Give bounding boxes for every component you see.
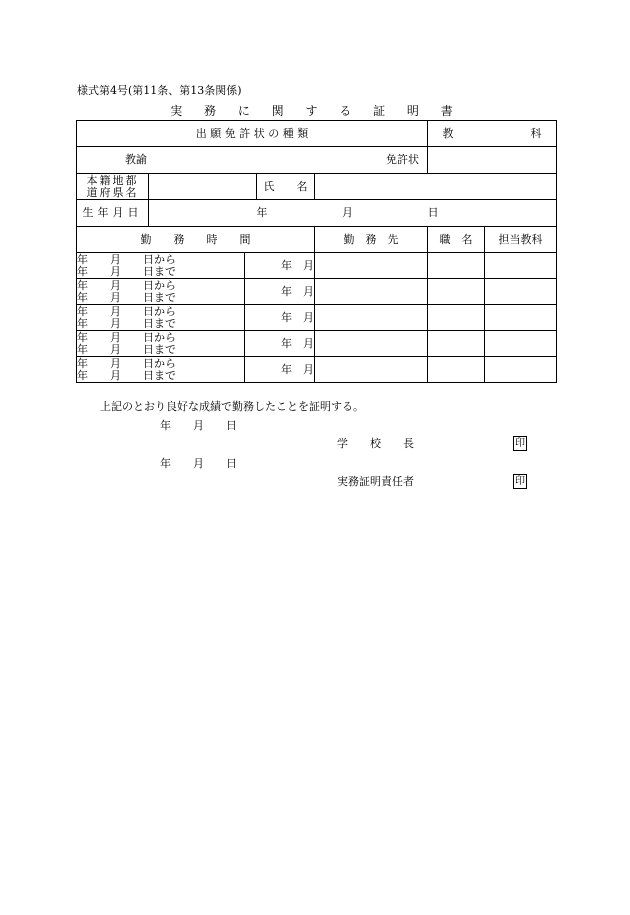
subject-taught-cell[interactable]: [485, 279, 557, 305]
kyoyu-label: 教諭: [125, 153, 147, 167]
workplace-header: 勤 務 先: [315, 227, 428, 253]
menkyojo-label: 免許状: [386, 153, 420, 167]
certification-date[interactable]: 年 月 日: [160, 419, 237, 432]
birth-month-label: 月: [342, 206, 353, 220]
period-range[interactable]: 年 月 日から 年 月 日まで: [77, 357, 245, 383]
principal-seal-box: 印: [515, 438, 525, 449]
birth-day-label: 日: [427, 206, 439, 220]
job-cell[interactable]: [428, 305, 485, 331]
birth-label: 生年月日: [77, 200, 149, 227]
period-range[interactable]: 年 月 日から 年 月 日まで: [77, 253, 245, 279]
period-duration[interactable]: 年 月: [245, 357, 315, 383]
license-type-header: 出 願 免 許 状 の 種 類: [77, 121, 428, 147]
subject-taught-cell[interactable]: [485, 305, 557, 331]
principal-label: 学 校 長: [337, 437, 414, 450]
job-header: 職 名: [428, 227, 485, 253]
job-cell[interactable]: [428, 357, 485, 383]
period-duration[interactable]: 年 月: [245, 331, 315, 357]
certification-statement: 上記のとおり良好な成績で勤務したことを証明する。: [100, 400, 364, 413]
form-number: 様式第4号(第11条、第13条関係): [77, 84, 242, 97]
document-title: 実 務 に 関 す る 証 明 書: [170, 104, 462, 118]
period-range[interactable]: 年 月 日から 年 月 日まで: [77, 279, 245, 305]
job-cell[interactable]: [428, 331, 485, 357]
name-label: 氏 名: [257, 174, 315, 200]
workplace-cell[interactable]: [315, 279, 428, 305]
subject-taught-header: 担当教科: [485, 227, 557, 253]
period-duration[interactable]: 年 月: [245, 253, 315, 279]
job-cell[interactable]: [428, 279, 485, 305]
subject-taught-cell[interactable]: [485, 331, 557, 357]
period-range[interactable]: 年 月 日から 年 月 日まで: [77, 331, 245, 357]
workplace-cell[interactable]: [315, 253, 428, 279]
license-type-cell[interactable]: [77, 147, 428, 174]
period-range[interactable]: 年 月 日から 年 月 日まで: [77, 305, 245, 331]
certificate-table: [76, 120, 557, 383]
honseki-label: 本籍地都 道府県名: [77, 174, 149, 200]
subject-cell[interactable]: [428, 147, 557, 174]
birth-year-label: 年: [256, 206, 268, 220]
officer-seal-box: 印: [515, 476, 525, 487]
workplace-cell[interactable]: [315, 331, 428, 357]
workplace-cell[interactable]: [315, 357, 428, 383]
officer-label: 実務証明責任者: [337, 475, 414, 488]
workplace-cell[interactable]: [315, 305, 428, 331]
subject-taught-cell[interactable]: [485, 253, 557, 279]
honseki-field[interactable]: [149, 174, 257, 200]
subject-taught-cell[interactable]: [485, 357, 557, 383]
name-field[interactable]: [315, 174, 557, 200]
subject-header: 教 科: [428, 121, 557, 147]
officer-date[interactable]: 年 月 日: [160, 457, 237, 470]
job-cell[interactable]: [428, 253, 485, 279]
period-duration[interactable]: 年 月: [245, 279, 315, 305]
period-header: 勤 務 時 間: [77, 227, 315, 253]
birth-field[interactable]: [149, 200, 557, 227]
period-duration[interactable]: 年 月: [245, 305, 315, 331]
